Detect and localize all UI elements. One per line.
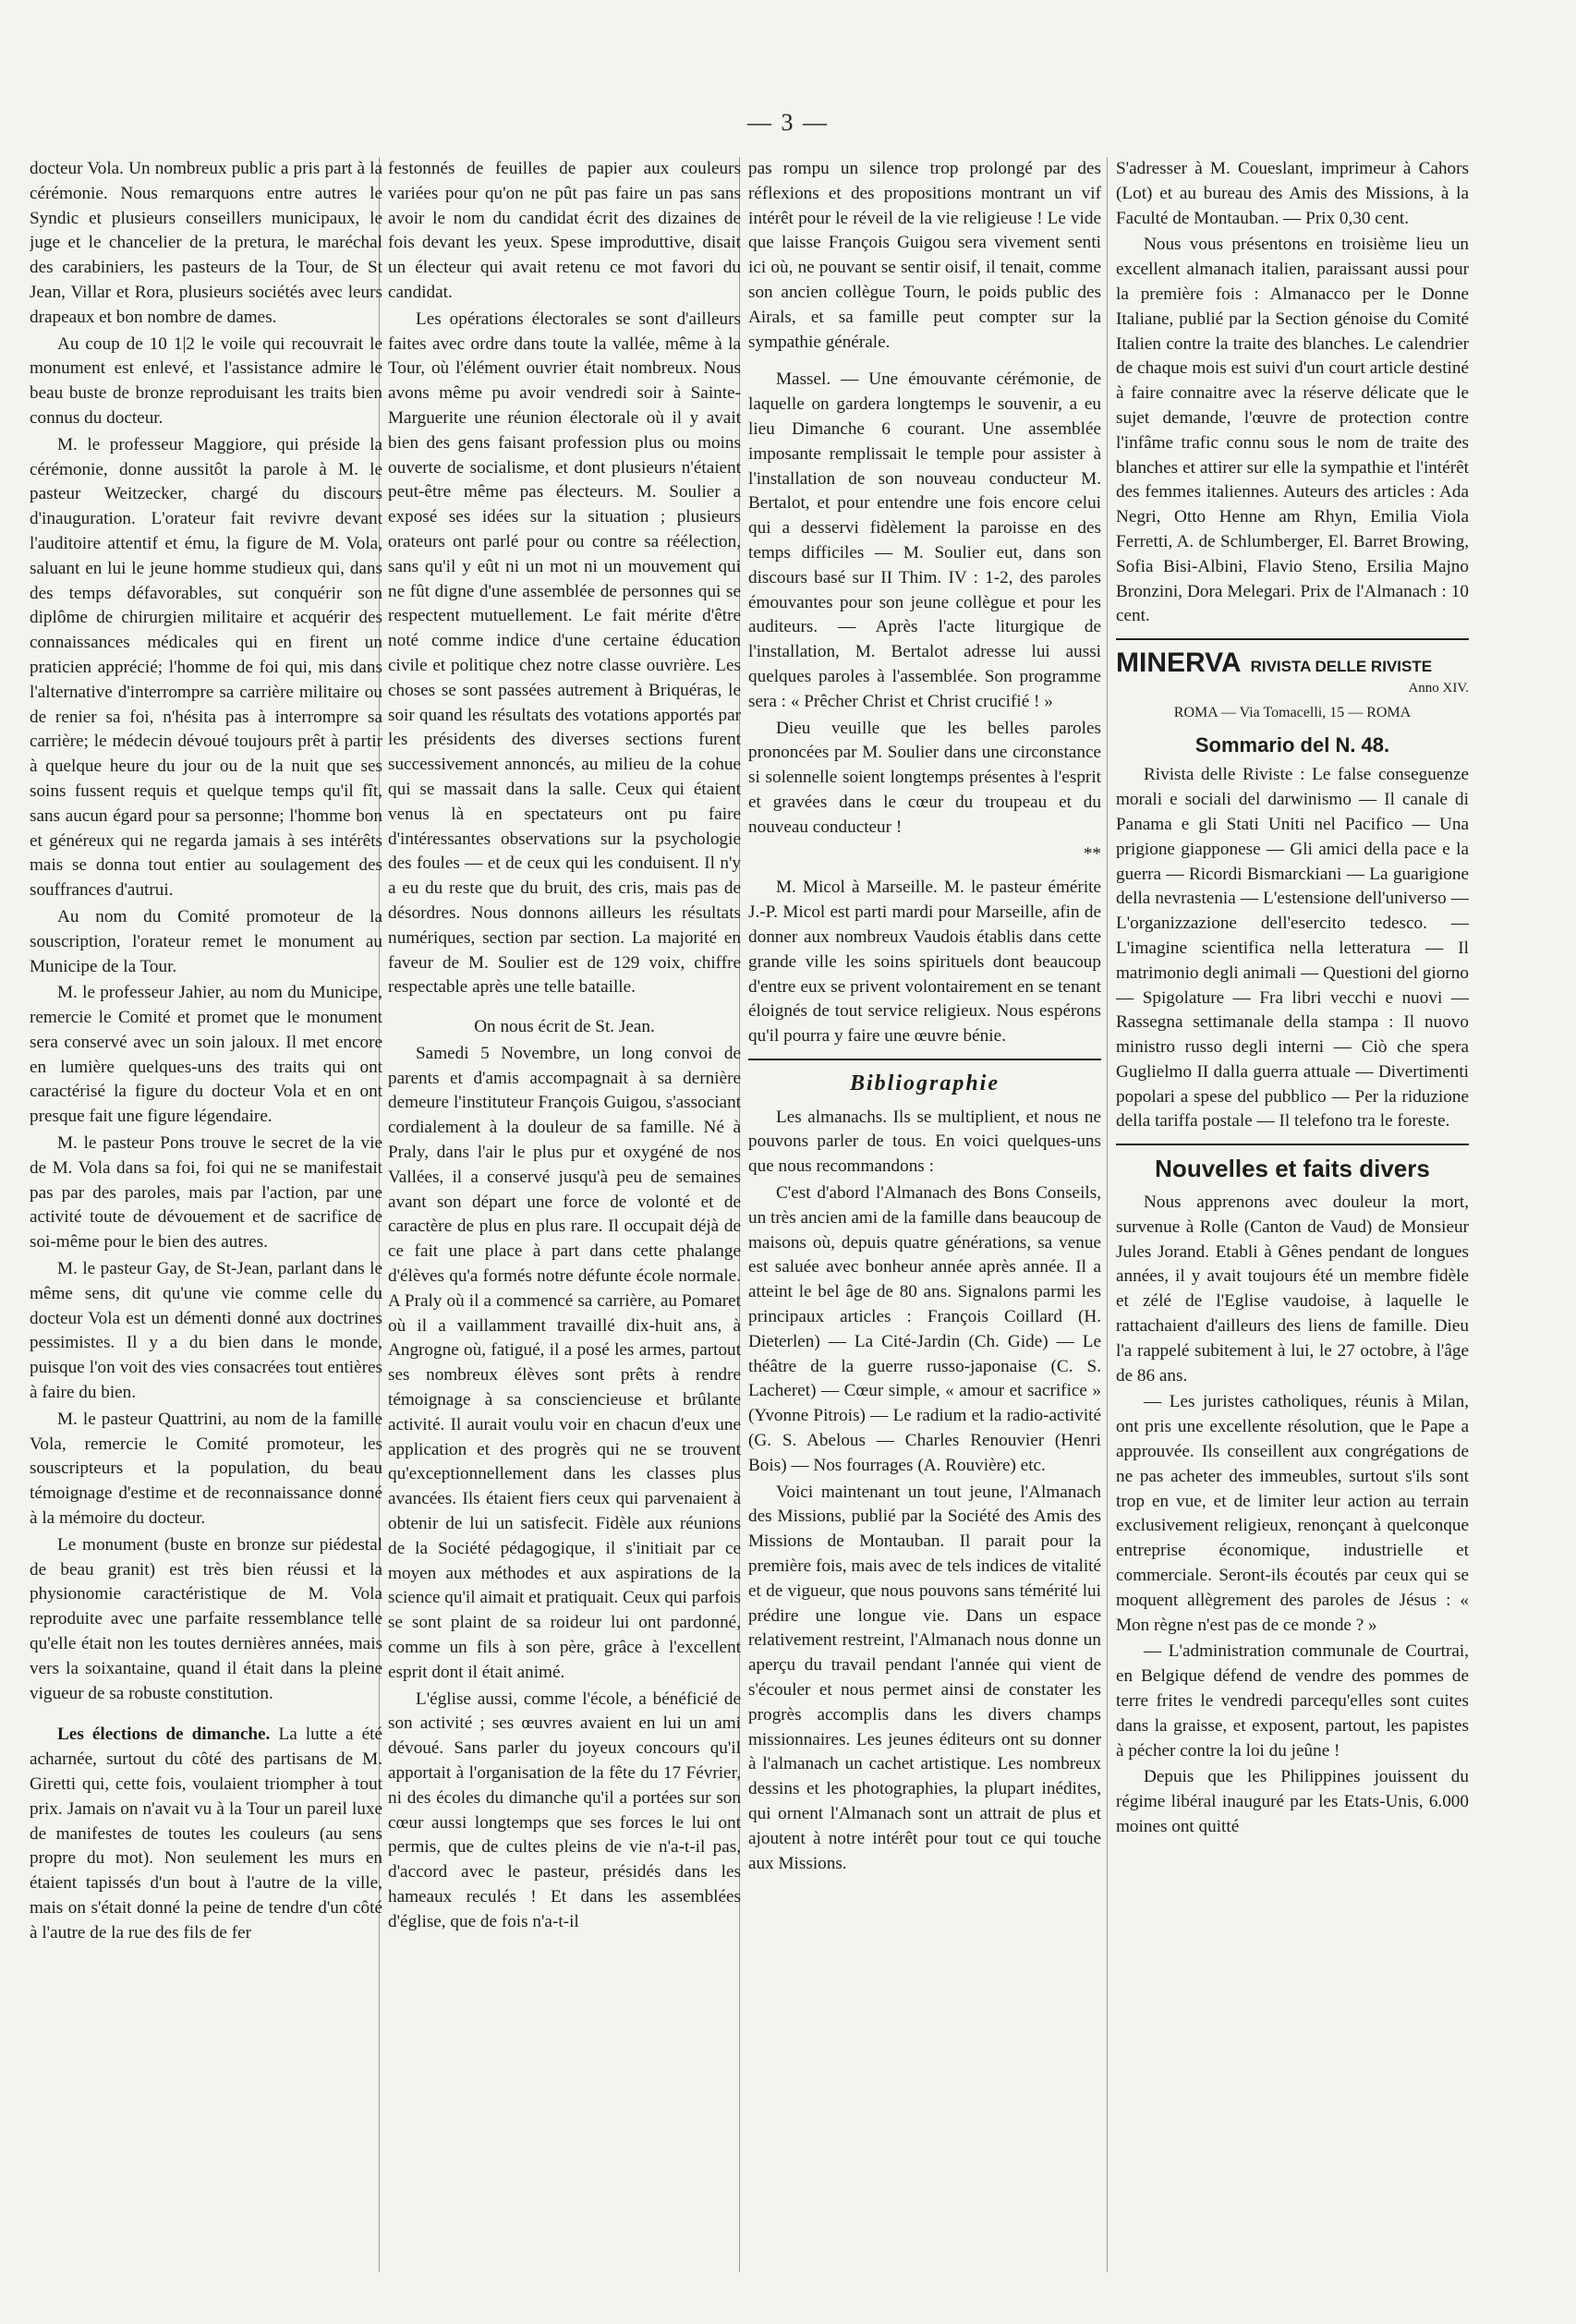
paragraph: M. le pasteur Gay, de St-Jean, parlant dans le même sens, dit qu'une vie comme celle du docteur Vola est un démenti donné aux doctrines pessimistes. Il y a du bien dans le monde, puisque l'on voit des vies consacrées tout entières à faire du bien.	[30, 1259, 382, 1403]
paragraph: S'adresser à M. Coueslant, imprimeur à Cahors (Lot) et au bureau des Amis des Missions, à la Faculté de Montauban. — Prix 0,30 cent.	[1116, 159, 1469, 228]
article-heading: On nous écrit de St. Jean.	[474, 1017, 655, 1037]
minerva-year: Anno XIV.	[1408, 680, 1469, 696]
section-rule	[748, 1059, 1101, 1060]
paragraph: M. Micol à Marseille. M. le pasteur émérite J.-P. Micol est parti mardi pour Marseille, afin de donner aux nombreux Vaudois établis dans cette grande ville les soins spirituels dont beaucoup d'entre eux se privent volontairement en se tenant éloignés de tout service religieux. Nous espérons qu'il pourra y faire une œuvre bénie.	[748, 878, 1101, 1047]
paragraph: C'est d'abord l'Almanach des Bons Conseils, un très ancien ami de la famille dans beaucoup de maisons où, depuis quatre générations, sa venue est saluée avec bonheur année après année. Il a atteint le bel âge de 80 ans. Signalons parmi les principaux articles : François Coillard (H. Dieterlen) — La Cité-Jardin (Ch. Gide) — Le théâtre de la guerre russo-japonaise (C. S. Lacheret) — Cœur simple, « amour et sacrifice » (Yvonne Pitrois) — Le radium et la radio-activité (G. S. Abelous — Charles Renouvier (Henri Bois) — Nos fourrages (A. Rouvière) etc.	[748, 1183, 1101, 1475]
paragraph: La lutte a été acharnée, surtout du côté des partisans de M. Giretti qui, cette fois, voulaient triompher à tout prix. Jamais on n'avait vu à la Tour un pareil luxe de manifestes de toutes les couleurs (au sens propre du mot). Non seulement les murs en étaient tapissés d'un bout à l'autre de la ville, mais on s'était donné la peine de tendre d'un côté à l'autre de la rue des fils de fer	[30, 1725, 382, 1943]
minerva-title: MINERVA	[1116, 648, 1242, 679]
paragraph: Au nom du Comité promoteur de la souscription, l'orateur remet le monument au Municipe de la Tour.	[30, 906, 382, 976]
column-3	[748, 157, 1101, 2272]
paragraph: pas rompu un silence trop prolongé par des réflexions et des propositions montrant un vif intérêt pour le réveil de la vie religieuse ! Le vide que laisse François Guigou sera vivement senti ici où, ne pouvant se sentir oisif, il tenait, comme son ancien collègue Tourn, le poids public des Airals, et sa famille peut compter sur la sympathie générale.	[748, 159, 1101, 352]
paragraph: Nous apprenons avec douleur la mort, survenue à Rolle (Canton de Vaud) de Monsieur Jules Jorand. Etabli à Gênes pendant de longues années, il y avait toujours été un membre fidèle et zélé de l'Eglise vaudoise, à laquelle le rattachaient d'ailleurs des liens de famille. Dieu l'a rappelé subitement à lui, le 27 octobre, à l'âge de 86 ans.	[1116, 1192, 1469, 1386]
page-number: — 3 —	[747, 109, 829, 136]
paragraph: M. le pasteur Quattrini, au nom de la famille Vola, remercie le Comité promoteur, les souscripteurs et la population, du beau témoignage d'estime et de reconnaissance donné à la mémoire du docteur.	[30, 1409, 382, 1529]
sommario-heading: Sommario del N. 48.	[1194, 732, 1390, 757]
paragraph: docteur Vola. Un nombreux public a pris part à la cérémonie. Nous remarquons entre autres le Syndic et plusieurs conseillers municipaux, le juge et le chancelier de la pretura, le maréchal des carabiniers, les pasteurs de la Tour, de St Jean, Villar et Rora, plusieurs sociétés avec leurs drapeaux et bon nombre de dames.	[30, 159, 382, 327]
paragraph: — L'administration communale de Courtrai, en Belgique défend de vendre des pommes de terre frites le vendredi parcequ'elles sont cuites dans la graisse, et exposent, partout, les papistes à pécher contre la loi du jeûne !	[1116, 1641, 1469, 1761]
column-1	[30, 157, 382, 2272]
paragraph: festonnés de feuilles de papier aux couleurs variées pour qu'on ne pût pas faire un pas sans avoir le nom du candidat écrit des dizaines de fois devant les yeux. Spese improduttive, disait un électeur qui avait retenu ce mot favori du candidat.	[388, 159, 741, 302]
paragraph: Nous vous présentons en troisième lieu un excellent almanach italien, paraissant aussi pour la première fois : Almanacco per le Donne Italiane, publié par la Section génoise du Comité Italien contre la traite des blanches. Le calendrier de chaque mois est suivi d'un court article destiné à faire connaitre avec la réserve délicate que le sujet demande, l'œuvre de protection contre l'infâme trafic connu sous le nom de traite des blanches et attirer sur elle la sympathie et l'intérêt des femmes italiennes. Auteurs des articles : Ada Negri, Otto Henne am Rhyn, Emilia Viola Ferretti, A. de Schlumberger, El. Barret Browing, Sofia Bisi-Albini, Flavio Steno, Ersilia Majno Bronzini, Dora Melegari. Prix de l'Almanach : 10 cent.	[1116, 235, 1469, 626]
minerva-subtitle: RIVISTA DELLE RIVISTE	[1250, 658, 1433, 676]
paragraph: Rivista delle Riviste : Le false conseguenze morali e sociali del darwinismo — Il canale di Panama e gli Stati Uniti nel Pacifico — Una prigione giapponese — Gli amici della pace e la guerra — Ricordi Bismarckiani — La guarigione della nevrastenia — L'estensione dell'universo — L'organizzazione dell'esercito tedesco. — L'imagine scientifica nella letteratura — Il matrimonio degli animali — Questioni del giorno — Spigolature — Fra libri vecchi e nuovi — Rassegna settimanale della stampa : Il nuovo ministro russo degli interni — Ciò che spera Guglielmo II dalla guerra attuale — Divertimenti popolari a spese del pubblico — Per la riduzione della tariffa postale — Il telefono tra le foreste.	[1116, 765, 1469, 1132]
section-rule	[1116, 638, 1469, 640]
column-2	[388, 157, 741, 2272]
signature: **	[1083, 843, 1101, 864]
column-4	[1116, 157, 1469, 2272]
paragraph: Au coup de 10 1|2 le voile qui recouvrait le monument est enlevé, et l'assistance admire le beau buste de bronze reproduisant les traits bien connus du docteur.	[30, 333, 382, 428]
paragraph: M. le pasteur Pons trouve le secret de la vie de M. Vola dans sa foi, foi qui ne se manifestait pas par des paroles, mais par l'action, par une activité toute de dévouement et de sacrifice de soi-même pour le bien des autres.	[30, 1133, 382, 1253]
paragraph: Samedi 5 Novembre, un long convoi de parents et d'amis accompagnait à sa dernière demeure l'instituteur François Guigou, s'associant cordialement à la douleur de sa famille. Né à Praly, dans l'air le plus pur et oxygéné de nos Vallées, il a conservé jusqu'à peu de semaines avant son départ une force de volonté et de caractère de plus en plus rare. Il occupait déjà de ce fait une place à part dans cette phalange d'élèves qu'a formés notre défunte école normale. A Praly où il a commencé sa carrière, au Pomaret où il a vaillamment travaillé dix-huit ans, à Angrogne où, fatigué, il a posé les armes, partout ses nombreux élèves sont prêts à rendre témoignage à sa consciencieuse et brûlante activité. Il aurait voulu voir en chacun d'eux une application et des progrès qui ne se trouvent qu'exceptionnellement dans les classes plus avancées. Ils étaient fiers ceux qui parvenaient à obtenir de lui un satisfecit. Fidèle aux réunions de la Société pédagogique, il s'initiait par ce moyen aux méthodes et aux aspirations de la science qu'il aimait et pratiquait. Ceux qui parfois se sont plaint de sa roideur lui ont pardonné, comme un fils à son père, grâce à l'excellent esprit dont il était animé.	[388, 1043, 741, 1682]
minerva-address: ROMA — Via Tomacelli, 15 — ROMA	[1173, 704, 1412, 720]
paragraph: Les almanachs. Ils se multiplient, et nous ne pouvons parler de tous. En voici quelques-uns que nous recommandons :	[748, 1107, 1101, 1177]
paragraph: L'église aussi, comme l'école, a bénéficié de son activité ; ses œuvres avaient en lui un ami dévoué. Sans parler du joyeux concours qu'il apportait à l'organisation de la fête du 17 Février, ni des écoles du dimanche qu'il a portées sur son cœur aussi longtemps que ses forces le lui ont permis, que de cultes pleins de vie n'a-t-il pas, d'accord avec le pasteur, présidés dans les hameaux reculés ! Et dans les assemblées d'église, que de fois n'a-t-il	[388, 1689, 741, 1931]
paragraph: — Les juristes catholiques, réunis à Milan, ont pris une excellente résolution, que le Pape a approuvée. Ils conseillent aux congrégations de ne pas acheter des immeubles, surtout s'ils sont trop en vue, et de limiter leur action au terrain exclusivement religieux, renonçant à quelconque entreprise économique, industrielle et commerciale. Seront-ils écoutés par ceux qui se moquent allègrement des paroles de Jésus : « Mon règne n'est pas de ce monde ? »	[1116, 1392, 1469, 1635]
section-title-nouvelles: Nouvelles et faits divers	[1155, 1155, 1430, 1183]
paragraph: Le monument (buste en bronze sur piédestal de beau granit) est très bien réussi et la physionomie caractéristique de M. Vola reproduite avec une parfaite ressemblance telle qu'elle était non les toutes dernières années, mais vers la soixantaine, quand il était dans la pleine vigueur de sa robuste constitution.	[30, 1534, 382, 1703]
article-heading: Les élections de dimanche.	[57, 1725, 271, 1745]
column-rule	[1107, 157, 1108, 2272]
section-title-bibliographie: Bibliographie	[849, 1071, 1000, 1095]
paragraph: M. le professeur Maggiore, qui préside la cérémonie, donne aussitôt la parole à M. le pasteur Weitzecker, chargé du discours d'inauguration. L'orateur fait revivre devant l'auditoire attentif et ému, la figure de M. Vola, saluant en lui le jeune homme studieux qui, dans des temps défavorables, sut conquérir son diplôme de chirurgien militaire et acquérir des connaissances médicales qui en firent un praticien apprécié; l'homme de foi qui, mis dans l'alternative d'interrompre sa carrière militaire ou de renier sa foi, n'hésita pas à interrompre sa carrière; le médecin dévoué toujours prêt à partir à quelque heure du jour ou de la nuit que ses soins fussent requis et quelque temps qu'il fît, sans aucun égard pour sa personne; l'homme bon et généreux qui ne regarda jamais à ses intérêts mais se donna tout entier au soulagement des souffrances d'autrui.	[30, 434, 382, 901]
paragraph: Dieu veuille que les belles paroles prononcées par M. Soulier dans une circonstance si solennelle soient longtemps présentes à l'esprit et gravées dans le cœur du troupeau et du nouveau conducteur !	[748, 718, 1101, 837]
paragraph: M. le professeur Jahier, au nom du Municipe, remercie le Comité et promet que le monument sera conservé avec un soin jaloux. Il met encore en lumière quelques-uns des traits qui ont caractérisé la figure du docteur Vola et en ont presque fait une figure légendaire.	[30, 983, 382, 1127]
paragraph: Voici maintenant un tout jeune, l'Almanach des Missions, publié par la Société des Amis des Missions de Montauban. Il parait pour la première fois, mais avec de tels indices de vitalité et de vigueur, que nous pouvons sans témérité lui prédire une longue vie. Dans un espace relativement restreint, l'Almanach nous donne un aperçu du travail pendant l'année qui vient de s'écouler et nous permet ainsi de constater les progrès accomplis dans les divers champs missionnaires. Les jeunes éditeurs ont su donner à l'almanach un cachet artistique. Les nombreux dessins et les photographies, la plupart inédites, qui ornent l'Almanach sont un attrait de plus et ajoutent à notre intérêt pour tout ce qui touche aux Missions.	[748, 1482, 1101, 1873]
paragraph: Massel. — Une émouvante cérémonie, de laquelle on gardera longtemps le souvenir, a eu lieu Dimanche 6 courant. Une assemblée imposante remplissait le temple pour assister à l'installation de son nouveau conducteur M. Bertalot, et pour entendre une fois encore celui qui a desservi fidèlement la paroisse en des temps difficiles — M. Soulier eut, dans son discours basé sur II Thim. IV : 1-2, des paroles émouvantes pour son jeune collègue et pour les auditeurs. — Après l'acte liturgique de l'installation, M. Bertalot adresse lui aussi quelques paroles à l'assemblée. Son programme sera : « Prêcher Christ et Christ crucifié ! »	[748, 369, 1101, 711]
paragraph: Depuis que les Philippines jouissent du régime libéral inauguré par les Etats-Unis, 6.000 moines ont quitté	[1116, 1767, 1469, 1836]
section-rule	[1116, 1144, 1469, 1145]
paragraph: Les opérations électorales se sont d'ailleurs faites avec ordre dans toute la vallée, même à la Tour, où l'élément ouvrier était nombreux. Nous avons même pu avoir vendredi soir à Sainte-Marguerite une réunion électorale où il y avait bien des gens faisant profession plus ou moins ouverte de socialisme, et dont plusieurs n'étaient peut-être même pas électeurs. M. Soulier a exposé ses idées sur la situation ; plusieurs orateurs ont parlé pour ou contre sa réélection, sans qu'il y eût ni un mot ni un mouvement qui ne fût digne d'une assemblée de personnes qui se respectent mutuellement. Le fait mérite d'être noté comme indice d'une certaine éducation civile et politique chez notre classe ouvrière. Les choses se sont passées autrement à Briquéras, le soir quand les résultats des votations apportés par les présidents des diverses sections furent successivement annoncés, au milieu de la cohue qui se massait dans la salle. Ceux qui étaient venus là en spectateurs ont pu faire d'intéressantes observations sur la psychologie des foules — et de ceux qui les conduisent. Il n'y a eu du reste que du bruit, des cris, mais pas de désordres. Nous donnons ailleurs les résultats numériques, section par section. La majorité en faveur de M. Soulier est de 129 voix, chiffre respectable après une telle bataille.	[388, 309, 741, 998]
